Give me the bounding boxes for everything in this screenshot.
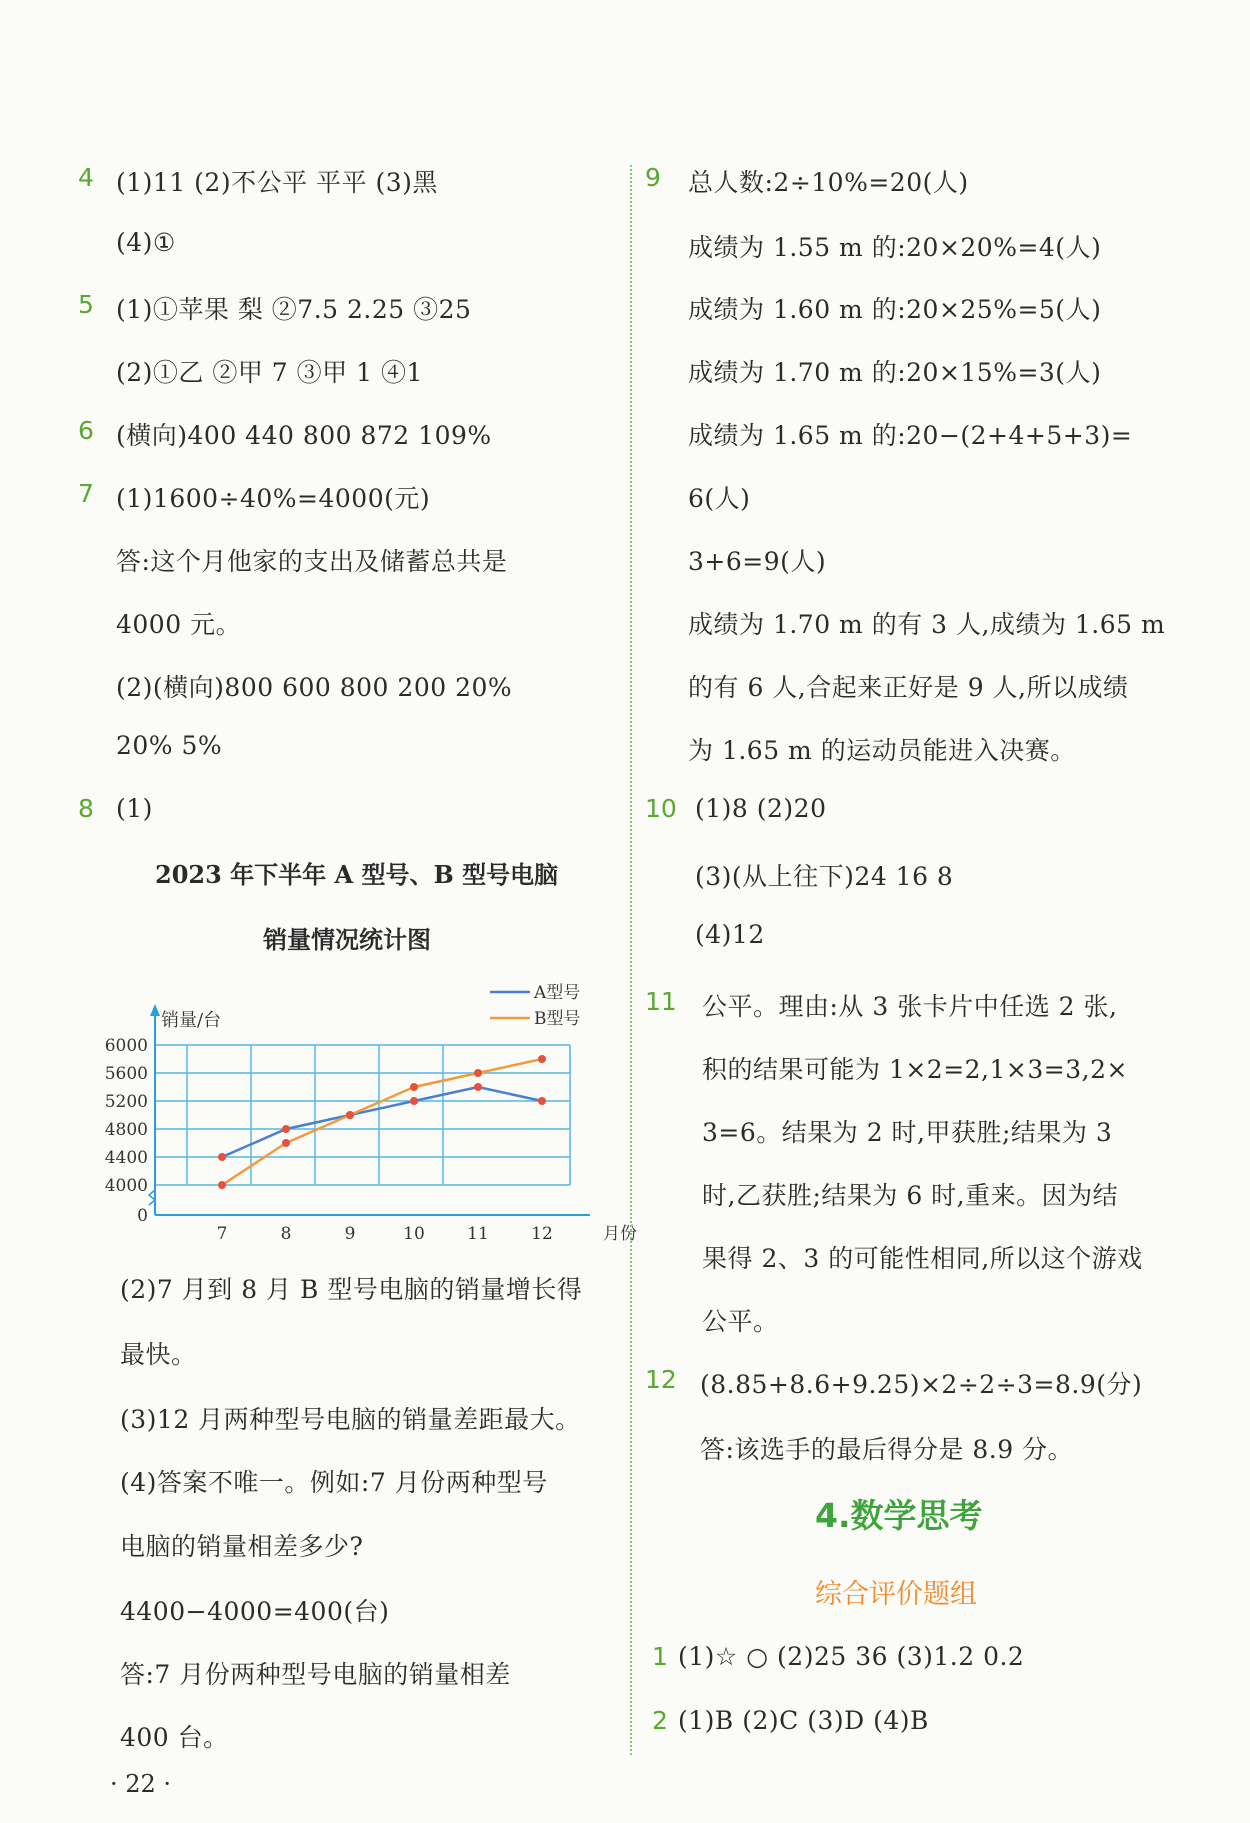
q8-line5: (4)答案不唯一。例如:7 月份两种型号	[120, 1468, 548, 1497]
q9-line10: 为 1.65 m 的运动员能进入决赛。	[688, 736, 1076, 765]
section-title: 4.数学思考	[815, 1496, 983, 1535]
q9-line8: 成绩为 1.70 m 的有 3 人,成绩为 1.65 m	[688, 610, 1166, 639]
q9-number: 9	[645, 163, 661, 192]
q7-line4: (2)(横向)800 600 800 200 20%	[116, 673, 513, 702]
data-point	[282, 1139, 290, 1147]
q6-line1: (横向)400 440 800 872 109%	[116, 421, 492, 450]
y-tick-label: 4000	[104, 1176, 148, 1196]
q8-line2: (2)7 月到 8 月 B 型号电脑的销量增长得	[120, 1275, 583, 1304]
y-tick-label: 0	[137, 1206, 148, 1226]
q4-line1: (1)11 (2)不公平 平平 (3)黑	[116, 168, 438, 197]
q7-line2: 答:这个月他家的支出及储蓄总共是	[116, 547, 508, 576]
q10-line2: (3)(从上往下)24 16 8	[695, 862, 954, 891]
q11-line3: 3=6。结果为 2 时,甲获胜;结果为 3	[702, 1118, 1113, 1147]
y-tick-label: 4400	[104, 1148, 148, 1168]
s2-line1: (1)B (2)C (3)D (4)B	[678, 1706, 929, 1735]
q11-line6: 公平。	[702, 1307, 779, 1336]
q9-line1: 总人数:2÷10%=20(人)	[688, 168, 969, 197]
data-point	[474, 1083, 482, 1091]
s1-line1: (1)☆ ○ (2)25 36 (3)1.2 0.2	[678, 1642, 1025, 1671]
q8-line9: 400 台。	[120, 1723, 229, 1752]
q11-line2: 积的结果可能为 1×2=2,1×3=3,2×	[702, 1055, 1128, 1084]
column-divider	[630, 165, 632, 1755]
q12-number: 12	[645, 1365, 677, 1394]
x-tick-label: 8	[280, 1224, 292, 1244]
q12-line1: (8.85+8.6+9.25)×2÷2÷3=8.9(分)	[700, 1370, 1143, 1399]
q7-number: 7	[78, 479, 94, 508]
section-subtitle: 综合评价题组	[815, 1579, 977, 1610]
q8-line4: (3)12 月两种型号电脑的销量差距最大。	[120, 1405, 581, 1434]
q8-line8: 答:7 月份两种型号电脑的销量相差	[120, 1660, 511, 1689]
q11-line4: 时,乙获胜;结果为 6 时,重来。因为结	[702, 1181, 1119, 1210]
s1-number: 1	[652, 1642, 668, 1671]
y-tick-label: 6000	[104, 1036, 148, 1056]
legend-label: A型号	[534, 983, 581, 1003]
chart-title-line2: 销量情况统计图	[263, 925, 431, 954]
q6-number: 6	[78, 416, 94, 445]
x-axis-label: 月份	[603, 1224, 637, 1244]
q7-line5: 20% 5%	[116, 731, 223, 760]
data-point	[538, 1055, 546, 1063]
data-point	[538, 1097, 546, 1105]
q9-line9: 的有 6 人,合起来正好是 9 人,所以成绩	[688, 673, 1129, 702]
x-tick-label: 7	[216, 1224, 228, 1244]
q9-line3: 成绩为 1.60 m 的:20×25%=5(人)	[688, 295, 1102, 324]
sales-line-chart	[100, 970, 637, 1250]
series-line-a	[222, 1087, 542, 1157]
series-line-b	[222, 1059, 542, 1185]
y-tick-label: 4800	[104, 1120, 148, 1140]
data-point	[282, 1125, 290, 1133]
q10-number: 10	[645, 794, 677, 823]
q11-number: 11	[645, 987, 677, 1016]
q8-line6: 电脑的销量相差多少?	[120, 1532, 364, 1561]
chart-title-line1: 2023 年下半年 A 型号、B 型号电脑	[155, 860, 559, 889]
x-tick-label: 11	[467, 1224, 489, 1244]
data-point	[346, 1111, 354, 1119]
q5-line2: (2)①乙 ②甲 7 ③甲 1 ④1	[116, 358, 423, 387]
q8-number: 8	[78, 794, 94, 823]
y-axis-arrow	[150, 1004, 160, 1016]
q11-line1: 公平。理由:从 3 张卡片中任选 2 张,	[702, 992, 1118, 1021]
q5-number: 5	[78, 290, 94, 319]
x-tick-label: 12	[531, 1224, 553, 1244]
q5-line1: (1)①苹果 梨 ②7.5 2.25 ③25	[116, 295, 472, 324]
q12-line2: 答:该选手的最后得分是 8.9 分。	[700, 1435, 1074, 1464]
data-point	[410, 1083, 418, 1091]
legend-label: B型号	[534, 1009, 581, 1029]
data-point	[218, 1153, 226, 1161]
q8-line3: 最快。	[120, 1340, 197, 1369]
q8-line1: (1)	[116, 794, 153, 823]
data-point	[474, 1069, 482, 1077]
q9-line2: 成绩为 1.55 m 的:20×20%=4(人)	[688, 233, 1102, 262]
y-tick-label: 5600	[104, 1064, 148, 1084]
q9-line6: 6(人)	[688, 484, 751, 513]
data-point	[410, 1097, 418, 1105]
y-axis-label: 销量/台	[161, 1010, 222, 1031]
page-number: · 22 ·	[110, 1770, 172, 1798]
q11-line5: 果得 2、3 的可能性相同,所以这个游戏	[702, 1244, 1143, 1273]
data-point	[218, 1181, 226, 1189]
q9-line7: 3+6=9(人)	[688, 547, 827, 576]
q7-line1: (1)1600÷40%=4000(元)	[116, 484, 431, 513]
q8-line7: 4400−4000=400(台)	[120, 1597, 390, 1626]
y-tick-label: 5200	[104, 1092, 148, 1112]
q9-line5: 成绩为 1.65 m 的:20−(2+4+5+3)=	[688, 421, 1133, 450]
x-tick-label: 9	[344, 1224, 356, 1244]
q4-line2: (4)①	[116, 228, 176, 257]
q7-line3: 4000 元。	[116, 610, 242, 639]
q10-line1: (1)8 (2)20	[695, 794, 827, 823]
s2-number: 2	[652, 1706, 668, 1735]
x-tick-label: 10	[403, 1224, 425, 1244]
q10-line3: (4)12	[695, 920, 765, 949]
q4-number: 4	[78, 163, 94, 192]
q9-line4: 成绩为 1.70 m 的:20×15%=3(人)	[688, 358, 1102, 387]
